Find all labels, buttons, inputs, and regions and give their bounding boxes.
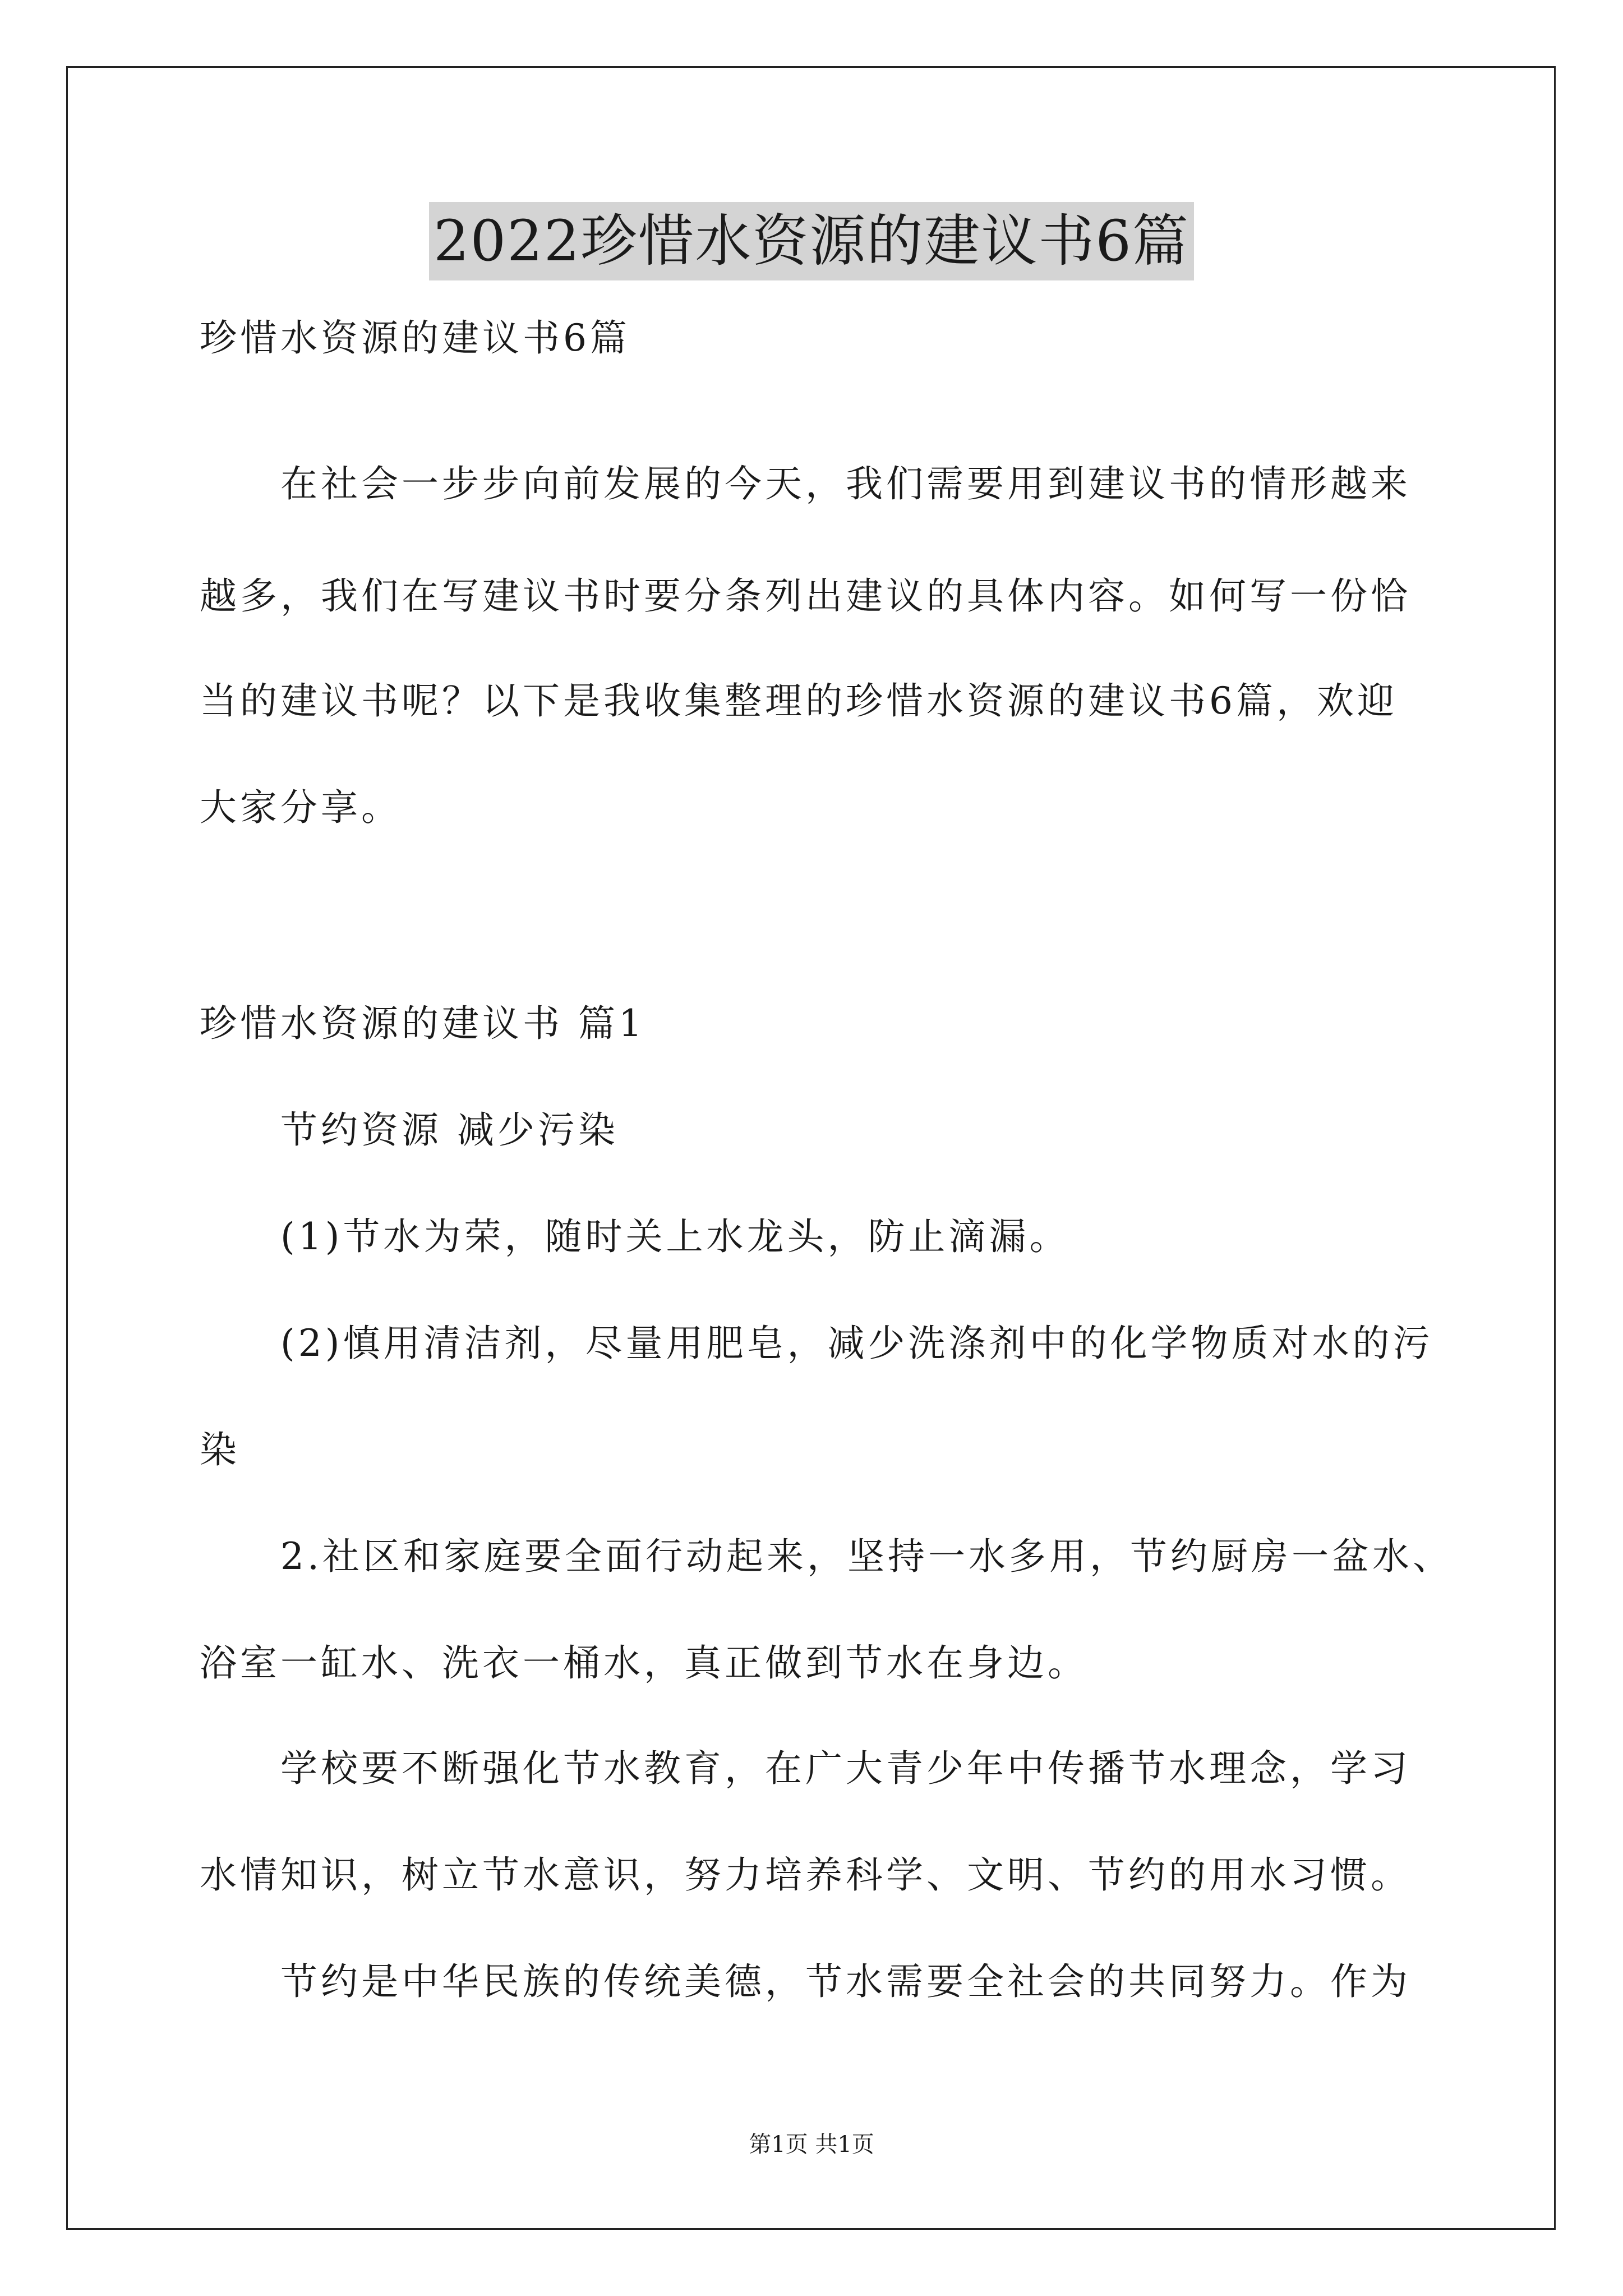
body-line-3: 染 <box>200 1428 240 1471</box>
intro-line-4: 大家分享。 <box>200 786 402 829</box>
body-line-6: 学校要不断强化节水教育，在广大青少年中传播节水理念，学习 <box>280 1747 1411 1790</box>
section-heading-1: 珍惜水资源的建议书 篇1 <box>200 1002 645 1045</box>
title-container <box>0 202 1623 280</box>
intro-line-3: 当的建议书呢？以下是我收集整理的珍惜水资源的建议书6篇，欢迎 <box>200 679 1398 723</box>
body-line-4: 2.社区和家庭要全面行动起来，坚持一水多用，节约厨房一盆水、 <box>280 1535 1453 1578</box>
intro-line-1: 在社会一步步向前发展的今天，我们需要用到建议书的情形越来 <box>280 462 1411 505</box>
subtitle-line: 珍惜水资源的建议书6篇 <box>200 316 630 360</box>
body-line-7: 水情知识，树立节水意识，努力培养科学、文明、节约的用水习惯。 <box>200 1853 1411 1897</box>
body-line-5: 浴室一缸水、洗衣一桶水，真正做到节水在身边。 <box>200 1641 1088 1685</box>
body-line-8: 节约是中华民族的传统美德，节水需要全社会的共同努力。作为 <box>280 1960 1411 2003</box>
section-subheading: 节约资源 减少污染 <box>280 1108 619 1152</box>
body-line-2: (2)慎用清洁剂，尽量用肥皂，减少洗涤剂中的化学物质对水的污 <box>280 1322 1433 1365</box>
document-title: 2022珍惜水资源的建议书6篇 <box>429 202 1194 280</box>
body-line-1: (1)节水为荣，随时关上水龙头，防止滴漏。 <box>280 1215 1070 1258</box>
intro-line-2: 越多，我们在写建议书时要分条列出建议的具体内容。如何写一份恰 <box>200 574 1411 618</box>
page-footer: 第1页 共1页 <box>749 2132 874 2157</box>
